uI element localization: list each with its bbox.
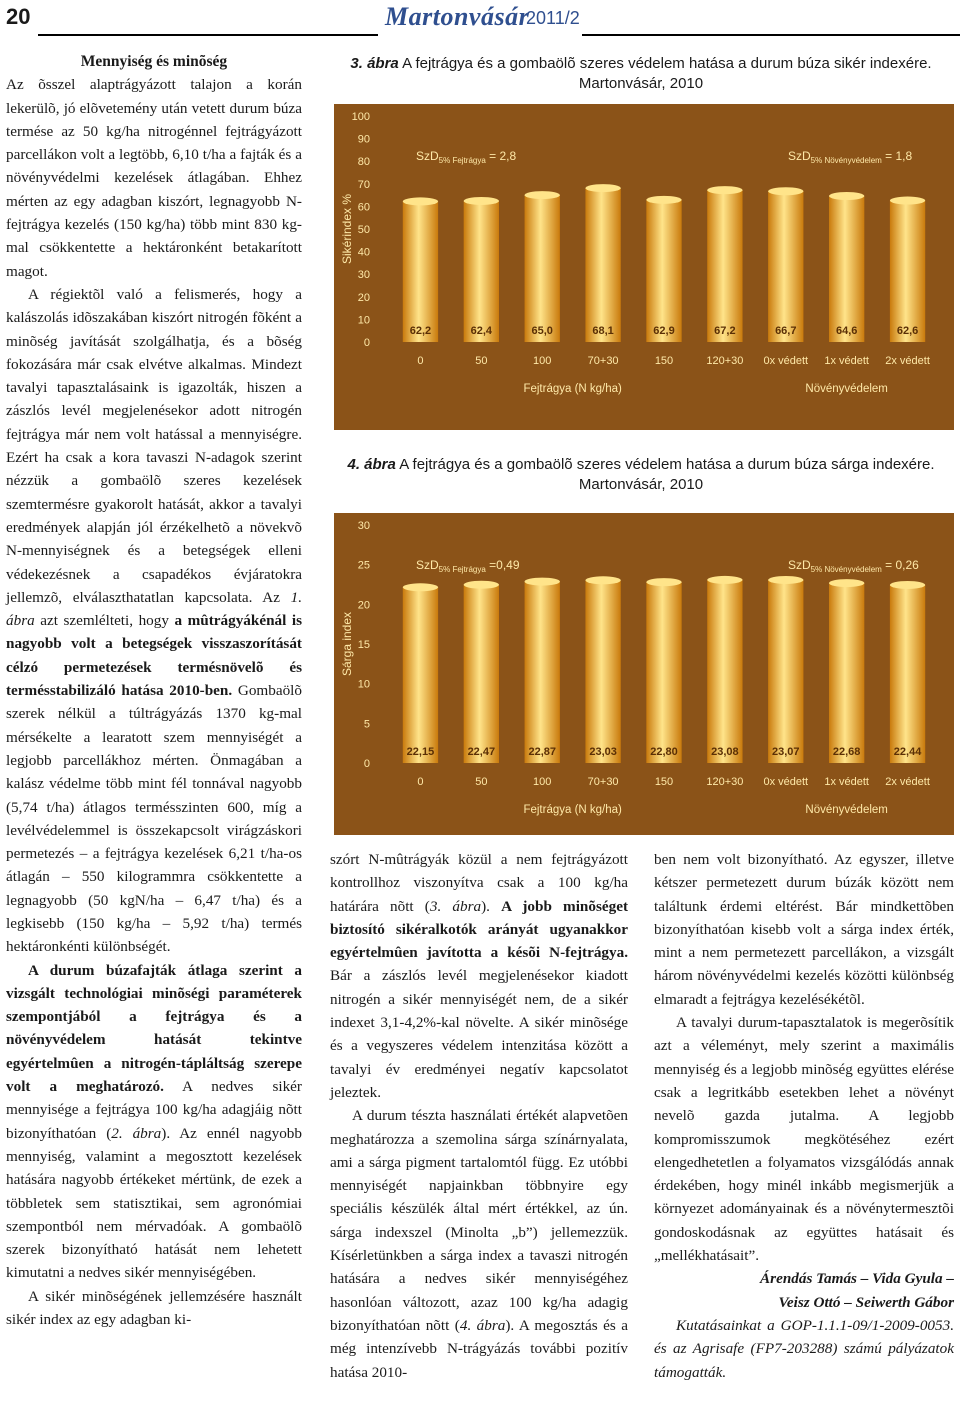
data-label: 23,07 <box>772 746 800 758</box>
data-label: 23,03 <box>589 746 617 758</box>
y-tick-label: 70 <box>357 178 370 191</box>
data-label: 22,68 <box>832 746 861 758</box>
data-label: 23,08 <box>711 746 739 758</box>
chart-bar <box>403 201 438 342</box>
x-tick-label: 150 <box>654 355 674 367</box>
data-label: 68,1 <box>592 325 614 337</box>
chart-bar <box>768 191 803 342</box>
figure3-caption <box>328 54 954 94</box>
group-label-fertilizer: Fejtrágya (N kg/ha) <box>523 804 622 816</box>
page-number: 20 <box>6 4 31 29</box>
y-axis-label: Sikérindex % <box>340 193 354 265</box>
chart-bar <box>646 582 681 763</box>
text-run: Bár a zászlós levél megjelenésekor kiadott nitrogén a sikér mennyiségét nem, de a sikér indexet 3,1-4,2%-kal növelte. A sikér minõsége és a vegyszeres védelem intenzitása között a tavalyi év eredményei negatív kapcsolatot jeleztek. <box>330 967 628 1101</box>
x-tick-label: 100 <box>533 776 552 788</box>
chart-bar <box>890 585 925 763</box>
data-label: 22,80 <box>650 746 678 758</box>
figure-reference: 3. ábra <box>429 897 482 915</box>
text-run: azt szemlélteti, hogy <box>34 612 175 630</box>
figure4-number: 4. ábra <box>347 456 396 473</box>
chart-bar-top <box>464 197 499 205</box>
chart-bar <box>525 582 560 763</box>
chart-bar <box>707 580 742 763</box>
text-run: Gombaölõ szerek nélkül a túltrágyázás 1370 kg-mal mérsékelte a learatott szem mennyiségét a legjobb parcellákhoz mérten. Önmagában a kalász védelme több mint fél tonnával nagyobb (5,74 t/ha) átlagos termésszinten 600, míg a levélvédelemmel is összekapcsolt virágzáskori permetezés – a fejtrágya kezelések 6,21 t/ha-os átlagán – 550 kilogrammra csökkentette a legnagyobb (50 kgN/ha – 6,47 t/ha) és a legkisebb (150 kg/ha – 5,92 t/ha) termés hektáronkénti különbségét. <box>6 682 302 956</box>
data-label: 22,47 <box>467 746 496 758</box>
x-tick-label: 0x védett <box>763 355 809 367</box>
figure-reference: 2. ábra <box>111 1124 162 1142</box>
chart-bar-top <box>707 186 742 194</box>
x-tick-label: 50 <box>475 776 488 788</box>
emphasis-text: A durum búzafajták átlaga szerint a vizsgált technológiai minõségi paraméterek szempontjából a fejtrágya és a növényvédelem hatását tekintve egyértelmûen a nitrogén-tápláltság szerepe volt a meghatározó. <box>6 961 302 1096</box>
chart-bar <box>403 587 438 763</box>
paragraph <box>6 283 302 959</box>
y-tick-label: 60 <box>357 201 370 214</box>
middle-column <box>330 848 628 1384</box>
x-tick-label: 1x védett <box>824 355 869 367</box>
chart-bar <box>890 201 925 342</box>
y-tick-label: 0 <box>363 337 370 349</box>
chart-bar-top <box>646 196 681 204</box>
paragraph <box>330 1104 628 1384</box>
chart-bar-top <box>768 187 803 195</box>
data-label: 65,0 <box>531 325 553 337</box>
data-label: 22,15 <box>406 746 435 758</box>
chart-bar <box>646 200 681 342</box>
y-tick-label: 0 <box>363 758 370 770</box>
x-tick-label: 0x védett <box>763 776 809 788</box>
text-run: ). <box>481 897 502 915</box>
x-tick-label: 120+30 <box>706 355 744 367</box>
text-run: A nedves sikér mennyisége a fejtrágya 100 kg/ha adagjáig nõtt bizonyíthatóan ( <box>6 1078 302 1142</box>
chart-bar-top <box>890 197 925 205</box>
y-axis-label: Sárga index <box>340 611 354 677</box>
figure4-caption <box>328 455 954 495</box>
chart-bar-top <box>890 581 925 589</box>
group-label-plant-protection: Növényvédelem <box>805 383 888 395</box>
paragraph <box>6 959 302 1285</box>
chart-bar-top <box>768 576 803 584</box>
x-tick-label: 120+30 <box>706 776 744 788</box>
chart-bar <box>585 580 620 763</box>
emphasis-text: A jobb minõséget biztosító sikéralkotók arányát ugyanakkor egyértelmûen javította a késõi N-fejtrágya. <box>330 897 628 962</box>
sikerindex-bar-chart <box>334 104 954 430</box>
section-heading: Mennyiség és minõség <box>80 53 228 70</box>
chart-bar-top <box>829 579 864 587</box>
chart-bar-top <box>829 192 864 200</box>
x-tick-label: 0 <box>417 355 424 367</box>
paragraph: ben nem volt bizonyítható. Az egyszer, illetve kétszer permetezett durum búzák között nem találtunk érdemi eltérést. Bár mindkettõben bizonyíthatóan kisebb volt a sárga index érték, mint a nem permetezett parcellákon, a vizsgált három növényvédelmi kezelés közötti különbség elmaradt a fejtrágya kezelésékétõl. <box>654 851 954 1008</box>
figure3-number: 3. ábra <box>350 55 399 72</box>
chart-bar <box>829 196 864 342</box>
chart-bar-top <box>403 197 438 205</box>
header-rule-left <box>38 34 378 36</box>
x-tick-label: 1x védett <box>824 776 869 788</box>
chart-bar-top <box>585 576 620 584</box>
y-tick-label: 30 <box>357 520 370 532</box>
x-tick-label: 2x védett <box>885 776 930 788</box>
x-tick-label: 70+30 <box>587 355 619 367</box>
data-label: 64,6 <box>835 325 858 337</box>
chart-bar <box>464 201 499 342</box>
x-tick-label: 100 <box>533 355 552 367</box>
paragraph: Az õsszel alaptrágyázott talajon a korán lekerülõ, jó elõvetemény után vetett durum búza termése az 50 kg/ha nitrogénnel fejtrágyázott parcellákon volt a legtöbb, 6,10 t/ha a fajták és a növényvédelmi kezelések átlagában. Ehhez mérten az egy adagban kiszórt, legnagyobb N-fejtrágya kezelés (150 kg/ha) több mint 830 kg-mal csökkentette a hektáronként betakarított magot. <box>6 76 302 280</box>
group-label-fertilizer: Fejtrágya (N kg/ha) <box>523 383 622 395</box>
chart-bar <box>585 188 620 342</box>
chart-bar-top <box>707 576 742 584</box>
chart-bar <box>829 583 864 763</box>
chart-bar-top <box>646 578 681 586</box>
lsd-plant-protection-label: SzD$_{5\% Növényvédelem}$ = 0,26 <box>788 558 919 574</box>
y-tick-label: 30 <box>357 269 370 282</box>
x-tick-label: 0 <box>417 776 424 788</box>
y-tick-label: 10 <box>357 314 370 327</box>
y-tick-label: 90 <box>357 133 370 146</box>
y-tick-label: 20 <box>357 599 370 612</box>
figure4-title: A fejtrágya és a gombaölõ szeres védelem hatása a durum búza sárga indexére. Martonvásár, 2010 <box>395 456 935 493</box>
x-tick-label: 50 <box>475 355 488 367</box>
figure-reference: 1. ábra <box>6 588 302 630</box>
y-tick-label: 80 <box>357 156 370 169</box>
data-label: 62,6 <box>896 325 919 337</box>
paragraph: A tavalyi durum-tapasztalatok is megerõsítik azt a véleményt, mely szerint a maximális mennyiség és a legjobb minõség együttes elérése csak a legritkább esetekben lehet a növényt nevelõ gazda jutalma. A legjobb kompromisszumok megkötéséhez ezért elengedhetetlen a folyamatos vizsgálódás annak érdekében, hogy minél inkább megismerjük a környezet adományainak és a növénytermesztõi gondoskodásnak az együttes hatásait és „mellékhatásait”. <box>654 1014 954 1265</box>
y-tick-label: 40 <box>357 246 370 259</box>
data-label: 62,2 <box>409 325 432 337</box>
journal-issue: 2011/2 <box>526 8 580 28</box>
chart-bar <box>707 190 742 342</box>
y-tick-label: 15 <box>357 639 370 651</box>
text-run: ). Az ennél nagyobb mennyiség, valamint a megosztott kezelések hatására nagyobb értékeket mértünk, de ezek a többletek sem statisztikai, sem agronómiai szempontból nem mérvadóak. A gombaölõ szerek bizonyítható hatását nem lehetett kimutatni a nedves sikér mennyiségében. <box>6 1124 302 1282</box>
chart-bar-top <box>525 578 560 586</box>
authors-line: Veisz Ottó – Seiwerth Gábor <box>778 1293 954 1311</box>
paragraph: A sikér minõségének jellemzésére használt sikér index az egy adagban ki- <box>6 1287 302 1329</box>
y-tick-label: 20 <box>357 291 370 304</box>
acknowledgement: Kutatásainkat a GOP-1.1.1-09/1-2009-0053. és az Agrisafe (FP7-203288) számú pályázatok támogatták. <box>654 1316 954 1381</box>
data-label: 67,2 <box>714 325 736 337</box>
header-rule-right <box>582 34 960 36</box>
data-label: 62,9 <box>653 325 675 337</box>
chart-bar <box>464 585 499 763</box>
text-run: A régiektõl való a felismerés, hogy a kalászolás idõszakában kiszórt nitrogén fõként a minõség javítását szolgálhatja, és a bõség fokozására már csak elvétve alkalmas. Mindezt tavalyi tapasztalásaink is igazolták, hiszen a zászlós levél megjelenésekor adott nitrogén fejtrágya már nem volt hatással a mennyiségre. Ezért ha csak a kora tavaszi N-adagok szerint nézzük a gombaölõ szeres kezelések szemtermésre gyakorolt hatását, akkor a tavalyi eredmények alapján jól érzékelhetõ a növekvõ N-mennyiségnek és a betegségek elleni védekezésnek a csapadékos évjáratokra jellemzõ, elválaszthatatlan kapcsolata. Az <box>6 285 302 606</box>
y-tick-label: 25 <box>357 559 370 572</box>
data-label: 22,44 <box>893 746 922 758</box>
chart-bar-top <box>403 583 438 591</box>
authors-line: Árendás Tamás – Vida Gyula – <box>760 1270 954 1288</box>
group-label-plant-protection: Növényvédelem <box>805 804 888 816</box>
chart-bar-top <box>464 581 499 589</box>
data-label: 22,87 <box>528 746 556 758</box>
sarga-index-bar-chart <box>334 513 954 835</box>
chart-bar-top <box>525 191 560 199</box>
data-label: 66,7 <box>775 325 797 337</box>
chart-bar <box>525 195 560 342</box>
x-tick-label: 2x védett <box>885 355 930 367</box>
lsd-fertilizer-label: SzD$_{5\% Fejtrágya}$ = 2,8 <box>416 149 517 165</box>
x-tick-label: 70+30 <box>587 776 619 788</box>
figure3-title: A fejtrágya és a gombaölõ szeres védelem hatása a durum búza sikér indexére. Martonvásár, 2010 <box>398 55 932 92</box>
left-column <box>6 50 302 1331</box>
journal-name: Martonvásár <box>385 2 530 31</box>
right-column <box>654 848 954 1384</box>
y-tick-label: 5 <box>363 718 370 731</box>
paragraph <box>330 848 628 1104</box>
chart-bar <box>768 580 803 763</box>
chart-bar-top <box>585 184 620 192</box>
lsd-fertilizer-label: SzD$_{5\% Fejtrágya}$ =0,49 <box>416 558 520 574</box>
y-tick-label: 10 <box>357 678 370 691</box>
page-header <box>0 0 960 40</box>
text-run: ). A megosztás és a még intenzívebb N-trágyázás további pozitív hatása 2010- <box>330 1316 628 1381</box>
emphasis-text: a mûtrágyákénál is nagyobb volt a betegségek visszaszorítását célzó permetezések termésnövelõ és termésstabilizáló hatása 2010-ben. <box>6 612 302 700</box>
text-run: A durum tészta használati értékét alapvetõen meghatározza a szemolina sárga színárnyalata, ami a sárga pigment tartalomtól függ. Ez utóbbi mennyiségét napjainkban többnyire egy speciális készülék által mért értékkel, az ún. sárga indexszel (Minolta „b”) jellemezzük. Kísérletünkben a sárga index a tavaszi nitrogén hatására a nedves sikér mennyiségéhez hasonlóan változott, azaz 100 kg/ha adagig bizonyíthatóan nõtt ( <box>330 1107 628 1334</box>
x-tick-label: 150 <box>654 776 674 788</box>
lsd-plant-protection-label: SzD$_{5\% Növényvédelem}$ = 1,8 <box>788 149 913 165</box>
y-tick-label: 100 <box>351 111 370 123</box>
data-label: 62,4 <box>470 325 493 337</box>
figure-reference: 4. ábra <box>459 1316 506 1334</box>
text-run: szórt N-mûtrágyák közül a nem fejtrágyázott kontrollhoz viszonyítva csak a 100 kg/ha határára nõtt ( <box>330 851 628 915</box>
y-tick-label: 50 <box>357 224 370 236</box>
